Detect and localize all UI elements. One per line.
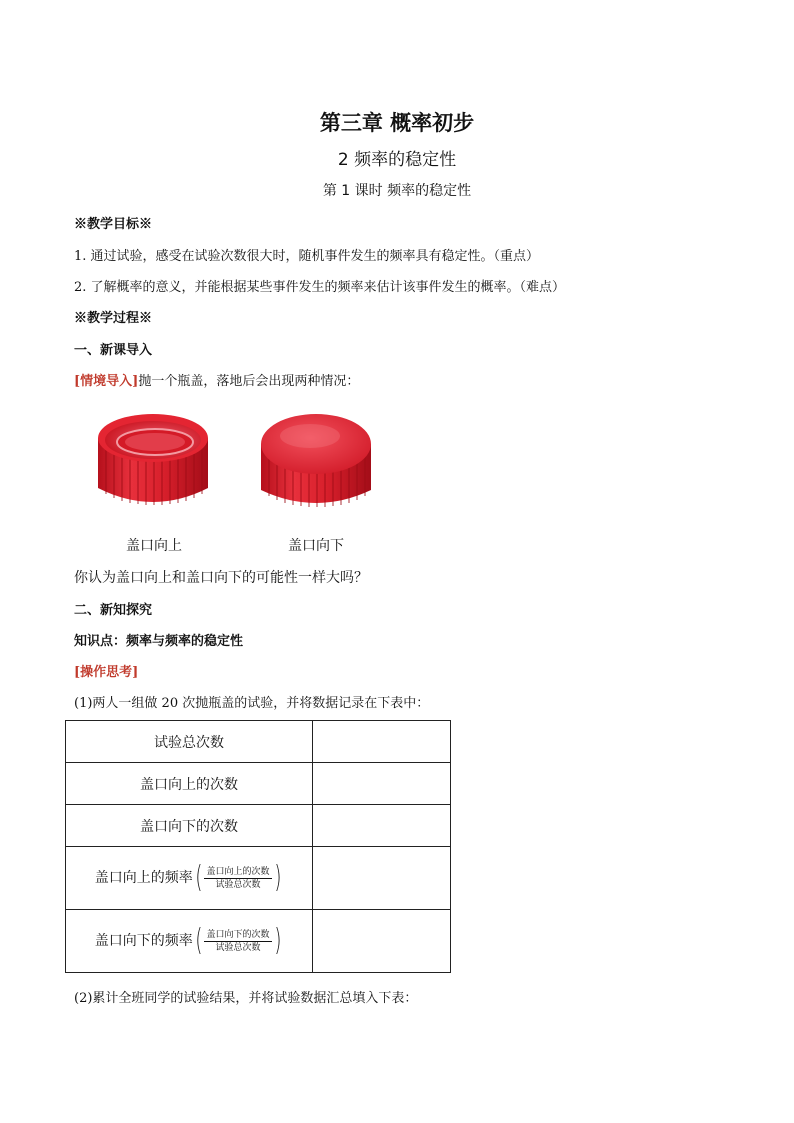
table-row bbox=[66, 763, 451, 805]
fraction-denominator: 试验总次数 bbox=[215, 879, 261, 890]
lesson-title: 第 1 课时 频率的稳定性 bbox=[322, 183, 472, 199]
scenario-intro bbox=[74, 370, 359, 389]
data-table bbox=[65, 720, 451, 973]
row-label: 盖口向下的频率 bbox=[94, 933, 193, 949]
fraction-numerator: 盖口向上的次数 bbox=[206, 866, 270, 877]
empty-cell[interactable] bbox=[313, 847, 451, 910]
goal-item-1: 1. 通过试验，感受在试验次数很大时，随机事件发生的频率具有稳定性。（重点） bbox=[74, 249, 540, 264]
empty-cell[interactable] bbox=[313, 805, 451, 847]
knowledge-point: 知识点：频率与频率的稳定性 bbox=[74, 634, 244, 649]
operation-tag: [操作思考] bbox=[74, 665, 139, 680]
caption-cap-up: 盖口向上 bbox=[126, 538, 182, 554]
step2-text: (2)累计全班同学的试验结果，并将试验数据汇总填入下表： bbox=[74, 991, 418, 1006]
empty-cell[interactable] bbox=[313, 910, 451, 973]
empty-cell[interactable] bbox=[313, 763, 451, 805]
empty-cell[interactable] bbox=[313, 721, 451, 763]
fraction: ( $\frac{\text{盖口向下的次数}}{\text{试验总次数}}$ ) bbox=[195, 923, 281, 958]
scenario-text: 抛一个瓶盖，落地后会出现两种情况： bbox=[138, 374, 360, 389]
question-text: 你认为盖口向上和盖口向下的可能性一样大吗？ bbox=[74, 570, 368, 586]
fraction-numerator: 盖口向下的次数 bbox=[206, 929, 270, 940]
process-heading: ※教学过程※ bbox=[74, 311, 153, 326]
table-row bbox=[66, 910, 451, 973]
row-label: 盖口向上的频率 bbox=[94, 870, 193, 886]
step1-text: (1)两人一组做 20 次抛瓶盖的试验，并将数据记录在下表中： bbox=[74, 696, 430, 711]
goals-heading: ※教学目标※ bbox=[74, 217, 153, 232]
row-label: 试验总次数 bbox=[66, 721, 313, 763]
chapter-title: 第三章 概率初步 bbox=[319, 111, 475, 135]
row-label-with-fraction bbox=[66, 847, 313, 910]
row-label-with-fraction bbox=[66, 910, 313, 973]
bottle-cap-up-image bbox=[92, 408, 214, 518]
section-title: 2 频率的稳定性 bbox=[337, 150, 457, 170]
table-row bbox=[66, 847, 451, 910]
row-label: 盖口向下的次数 bbox=[66, 805, 313, 847]
table-row bbox=[66, 721, 451, 763]
row-label: 盖口向上的次数 bbox=[66, 763, 313, 805]
part2-heading: 二、新知探究 bbox=[74, 603, 153, 618]
part1-heading: 一、新课导入 bbox=[74, 343, 153, 358]
fraction: ( $\frac{\text{盖口向上的次数}}{\text{试验总次数}}$ ) bbox=[195, 860, 281, 895]
bottle-cap-down-image bbox=[255, 408, 377, 518]
scenario-tag: [情境导入] bbox=[74, 374, 139, 389]
fraction-denominator: 试验总次数 bbox=[215, 942, 261, 953]
goal-item-2: 2. 了解概率的意义，并能根据某些事件发生的频率来估计该事件发生的概率。（难点） bbox=[74, 280, 566, 295]
caption-cap-down: 盖口向下 bbox=[288, 538, 344, 554]
table-row bbox=[66, 805, 451, 847]
